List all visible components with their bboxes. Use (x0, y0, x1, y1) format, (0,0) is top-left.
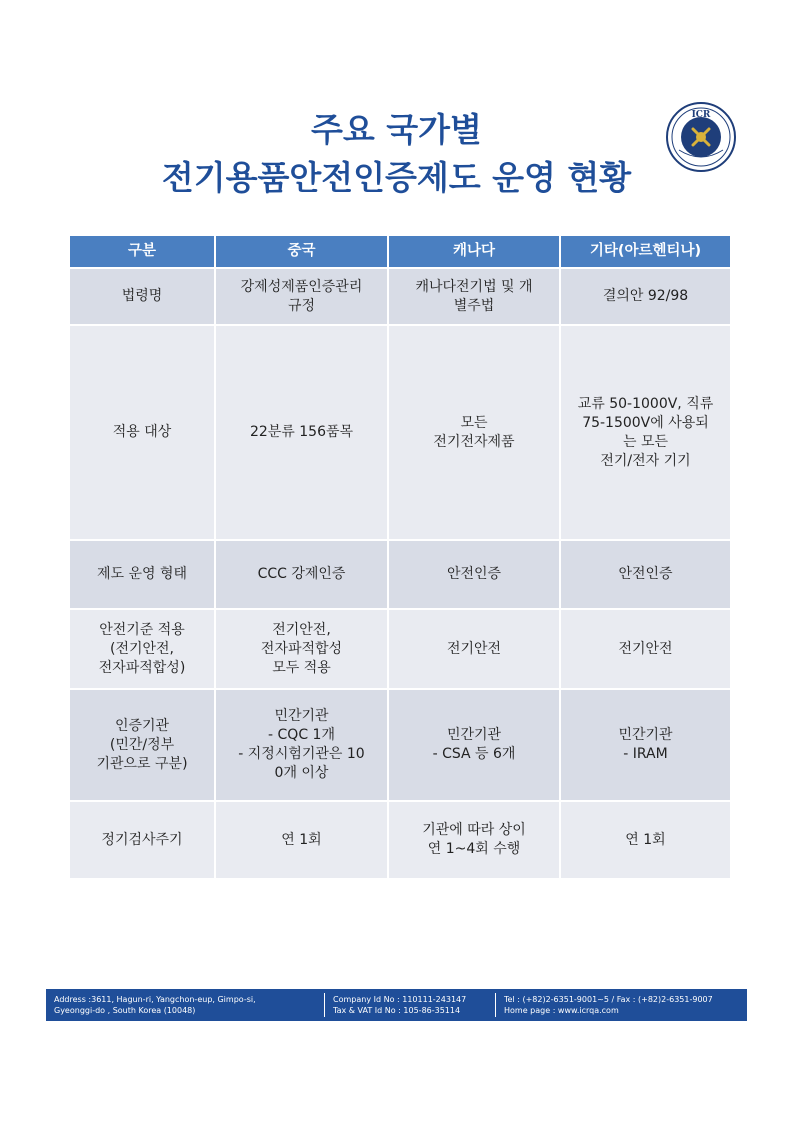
table-cell: 연 1회 (216, 802, 387, 878)
footer-company-ids: Company Id No : 110111-243147 Tax & VAT Id No : 105-86-35114 (324, 993, 495, 1017)
table-cell: 연 1회 (561, 802, 730, 878)
footer-address: Address :3611, Hagun-ri, Yangchon-eup, Gimpo-si, Gyeonggi-do , South Korea (10048) (54, 995, 256, 1015)
certification-table (70, 236, 730, 878)
table-row-label: 안전기준 적용 (전기안전, 전자파적합성) (70, 610, 214, 688)
table-cell: 22분류 156품목 (216, 326, 387, 539)
table-cell: CCC 강제인증 (216, 541, 387, 608)
page-title-line1: 주요 국가별 (311, 110, 482, 149)
table-cell: 캐나다전기법 및 개 별주법 (389, 269, 559, 324)
table-header-cell: 캐나다 (389, 236, 559, 267)
table-header-cell: 중국 (216, 236, 387, 267)
table-cell: 안전인증 (561, 541, 730, 608)
table-cell: 안전인증 (389, 541, 559, 608)
footer-bar (46, 989, 747, 1021)
table-cell: 결의안 92/98 (561, 269, 730, 324)
table-row-label: 정기검사주기 (70, 802, 214, 878)
table-row-label: 제도 운영 형태 (70, 541, 214, 608)
table-cell: 교류 50-1000V, 직류 75-1500V에 사용되 는 모든 전기/전자 기기 (561, 326, 730, 539)
icr-seal-logo-icon (666, 102, 736, 172)
table-header-cell: 구분 (70, 236, 214, 267)
table-header-cell: 기타(아르헨티나) (561, 236, 730, 267)
table-cell: 모든 전기전자제품 (389, 326, 559, 539)
table-cell: 민간기관 - CQC 1개 - 지정시험기관은 10 0개 이상 (216, 690, 387, 800)
logo-text: ICR (691, 110, 711, 120)
table-row-label: 법령명 (70, 269, 214, 324)
table-cell: 강제성제품인증관리 규정 (216, 269, 387, 324)
page-title-line2: 전기용품안전인증제도 운영 현황 (161, 158, 632, 197)
table-cell: 민간기관 - IRAM (561, 690, 730, 800)
footer-contact: Tel : (+82)2-6351-9001~5 / Fax : (+82)2-6351-9007 Home page : www.icrqa.com (495, 993, 747, 1017)
table-cell: 전기안전, 전자파적합성 모두 적용 (216, 610, 387, 688)
table-row-label: 인증기관 (민간/정부 기관으로 구분) (70, 690, 214, 800)
table-cell: 전기안전 (561, 610, 730, 688)
table-cell: 전기안전 (389, 610, 559, 688)
table-row-label: 적용 대상 (70, 326, 214, 539)
table-cell: 민간기관 - CSA 등 6개 (389, 690, 559, 800)
table-cell: 기관에 따라 상이 연 1~4회 수행 (389, 802, 559, 878)
